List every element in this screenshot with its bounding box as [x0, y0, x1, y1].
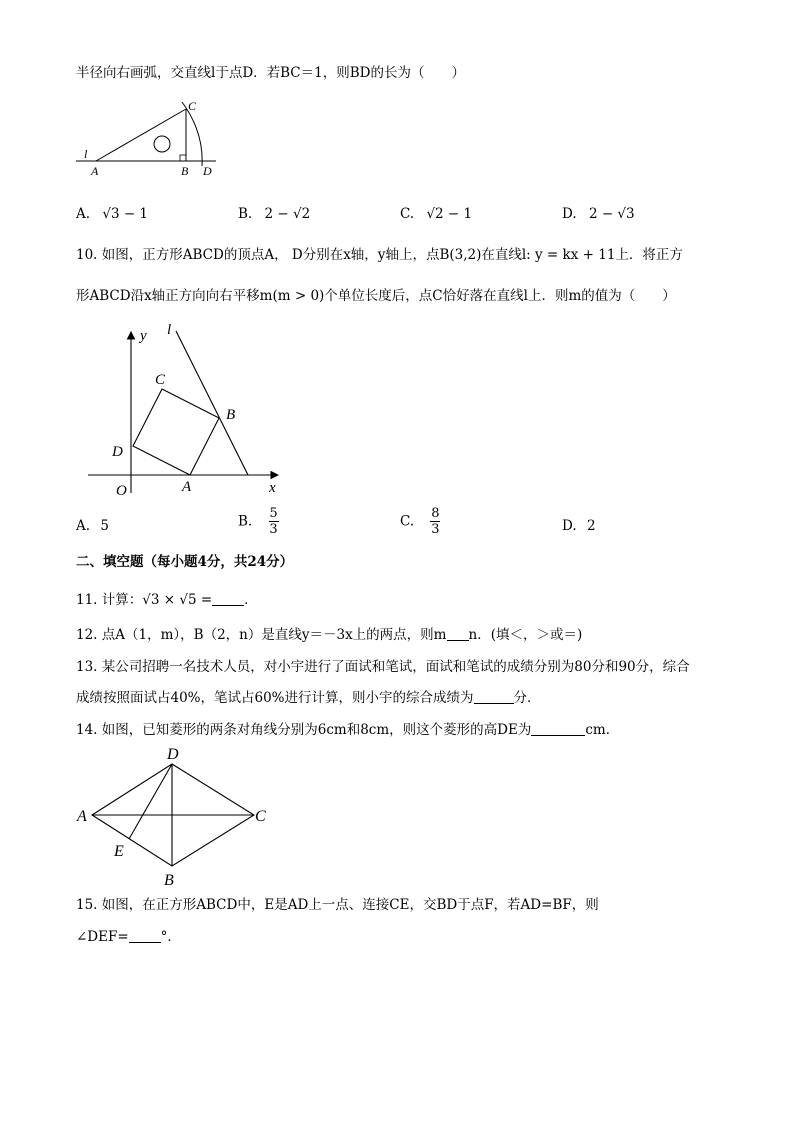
q11: 11. 计算：√3 × √5 = ．	[76, 592, 258, 608]
q9-label-D: D	[203, 164, 212, 178]
q10-figure	[84, 318, 284, 500]
q9-label-A: A	[91, 164, 99, 178]
q9-stem: 半径向右画弧，交直线l于点D．若BC＝1，则BD的长为（ ）	[76, 65, 465, 81]
q10-option-a[interactable]: A. 5	[76, 518, 109, 534]
q14-label-D: D	[167, 746, 179, 763]
q14-answer-blank[interactable]	[531, 721, 585, 736]
q10-label-D: D	[112, 444, 123, 460]
q9-label-B: B	[181, 164, 189, 178]
q13-line1: 13. 某公司招聘一名技术人员，对小宇进行了面试和笔试，面试和笔试的成绩分别为80分和90分，综合	[76, 659, 690, 675]
q10-label-B: B	[226, 407, 236, 423]
q9-option-b[interactable]: B. 2 − √2	[238, 206, 311, 222]
q10-label-y: y	[140, 328, 147, 344]
q14: 14. 如图，已知菱形的两条对角线分别为6cm和8cm，则这个菱形的高DE为 cm．	[76, 722, 620, 738]
q14-figure	[74, 742, 274, 890]
q14-label-A: A	[77, 808, 87, 825]
q14-label-E: E	[114, 843, 124, 860]
q10-label-l: l	[167, 322, 172, 338]
q13-answer-blank[interactable]	[474, 689, 514, 704]
q9-figure	[72, 96, 222, 180]
q12: 12. 点A（1，m），B（2，n）是直线y＝－3x上的两点，则m n．(填＜，＞或＝)	[76, 627, 583, 643]
q10-option-b[interactable]: B. $\frac{5}{3}$	[238, 506, 278, 537]
q13-line2: 成绩按照面试占40%，笔试占60%进行计算，则小宇的综合成绩为 分．	[76, 690, 541, 706]
q15-line2: ∠DEF= °．	[76, 929, 181, 945]
q10-line1: 10. 如图，正方形ABCD的顶点A， D分别在x轴，y轴上，点B(3,2)在直线l: y = kx + 11上．将正方	[76, 247, 683, 263]
q9-option-c[interactable]: C. √2 − 1	[400, 206, 473, 222]
q9-option-a[interactable]: A. √3 − 1	[76, 206, 149, 222]
q11-answer-blank[interactable]	[212, 591, 244, 606]
q9-label-C: C	[188, 99, 197, 113]
q12-answer-blank[interactable]	[447, 626, 469, 641]
q10-label-x: x	[269, 480, 276, 496]
q15-line1: 15. 如图，在正方形ABCD中，E是AD上一点、连接CE，交BD于点F，若AD=BF，则	[76, 897, 599, 913]
q10-label-O: O	[116, 483, 127, 499]
section-title: 二、填空题（每小题4分，共24分）	[76, 554, 294, 570]
q10-option-c[interactable]: C. $\frac{8}{3}$	[400, 506, 440, 537]
q10-label-C: C	[155, 372, 166, 388]
q14-label-B: B	[164, 872, 174, 889]
q10-label-A: A	[182, 479, 192, 495]
q14-label-C: C	[255, 808, 266, 825]
q15-answer-blank[interactable]	[129, 928, 161, 943]
q9-option-d[interactable]: D. 2 − √3	[562, 206, 635, 222]
q9-label-l: l	[84, 147, 88, 161]
q10-option-d[interactable]: D. 2	[562, 518, 596, 534]
q10-line2: 形ABCD沿x轴正方向向右平移m(m > 0)个单位长度后，点C恰好落在直线l上．则m的值为（ ）	[76, 288, 676, 304]
